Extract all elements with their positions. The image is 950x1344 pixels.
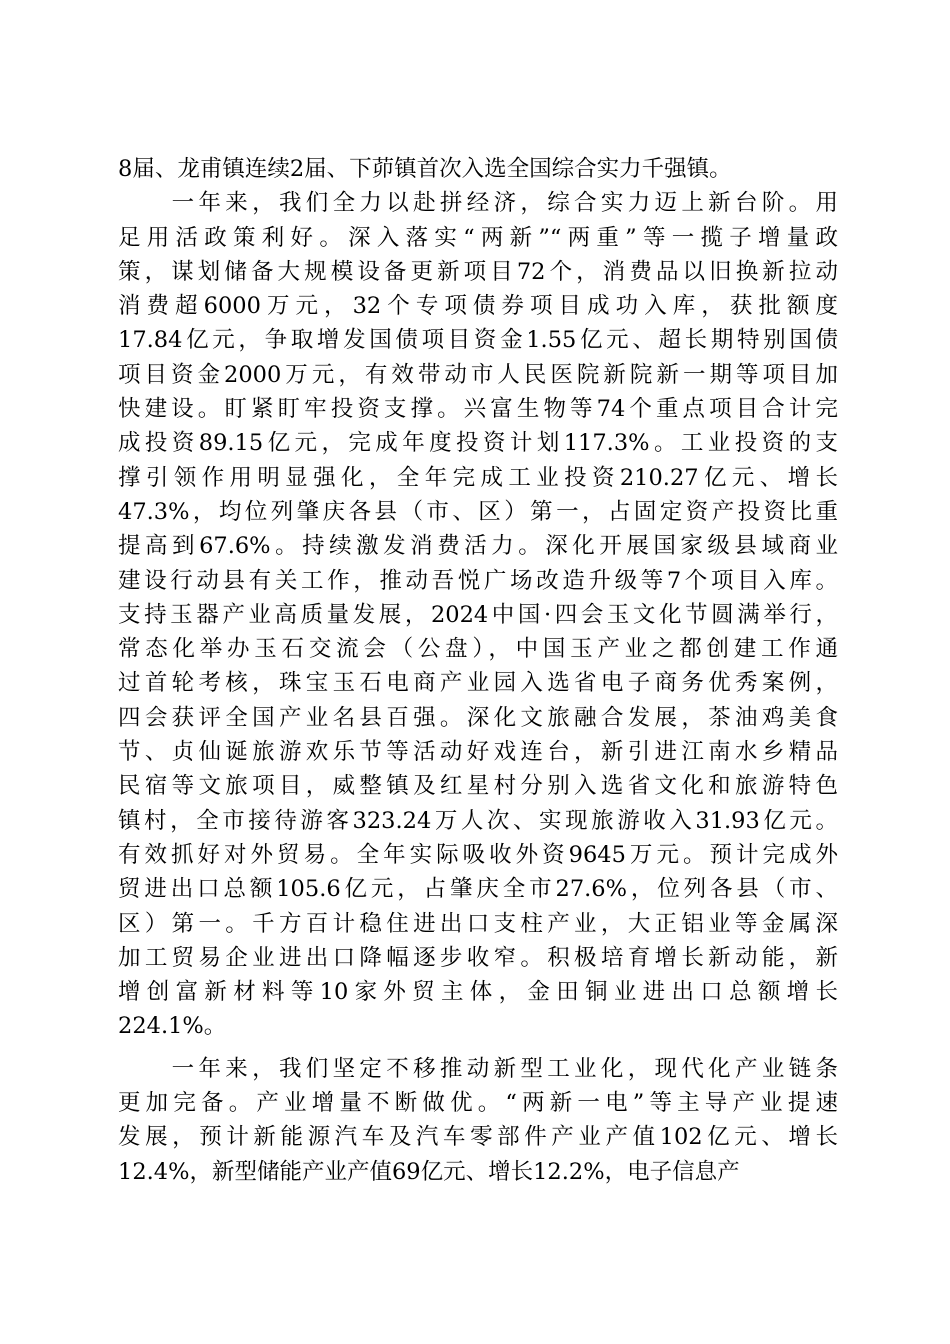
text-line: 一年来，我们全力以赴拼经济，综合实力迈上新台阶。用 [118, 190, 838, 217]
text-line: 撑引领作用明显强化，全年完成工业投资210.27亿元、增长 [118, 464, 838, 491]
text-line: 建设行动县有关工作，推动吾悦广场改造升级等7个项目入库。 [118, 567, 838, 594]
text-line: 有效抓好对外贸易。全年实际吸收外资9645万元。预计完成外 [118, 841, 838, 868]
paragraph [118, 186, 838, 1043]
text-line: 区）第一。千方百计稳住进出口支柱产业，大正铝业等金属深 [118, 910, 838, 937]
text-line: 节、贞仙诞旅游欢乐节等活动好戏连台，新引进江南水乡精品 [118, 739, 838, 766]
text-line: 成投资89.15亿元，完成年度投资计划117.3%。工业投资的支 [118, 430, 838, 457]
text-line: 提高到67.6%。持续激发消费活力。深化开展国家级县域商业 [118, 533, 838, 560]
text-line: 224.1%。 [118, 1013, 227, 1040]
paragraph [118, 152, 838, 186]
text-line: 47.3%，均位列肇庆各县（市、区）第一，占固定资产投资比重 [118, 498, 838, 525]
text-line: 增创富新材料等10家外贸主体，金田铜业进出口总额增长 [118, 979, 838, 1006]
paragraph [118, 1052, 838, 1189]
text-line: 项目资金2000万元，有效带动市人民医院新院新一期等项目加 [118, 361, 838, 388]
text-line: 8届、龙甫镇连续2届、下茆镇首次入选全国综合实力千强镇。 [118, 156, 732, 182]
text-line: 发展，预计新能源汽车及汽车零部件产业产值102亿元、增长 [118, 1124, 838, 1151]
text-line: 更加完备。产业增量不断做优。“两新一电”等主导产业提速 [118, 1090, 838, 1117]
text-line: 12.4%，新型储能产业产值69亿元、增长12.2%，电子信息产 [118, 1158, 740, 1185]
text-line: 镇村，全市接待游客323.24万人次、实现旅游收入31.93亿元。 [118, 807, 838, 834]
body-text [118, 152, 838, 1189]
text-line: 足用活政策利好。深入落实“两新”“两重”等一揽子增量政 [118, 224, 838, 251]
text-line: 过首轮考核，珠宝玉石电商产业园入选省电子商务优秀案例， [118, 670, 838, 697]
text-line: 常态化举办玉石交流会（公盘），中国玉产业之都创建工作通 [118, 636, 838, 663]
text-line: 加工贸易企业进出口降幅逐步收窄。积极培育增长新动能，新 [118, 944, 838, 971]
text-line: 支持玉器产业高质量发展，2024中国·四会玉文化节圆满举行， [118, 601, 838, 628]
text-line: 消费超6000万元，32个专项债券项目成功入库，获批额度 [118, 293, 838, 320]
text-line: 四会获评全国产业名县百强。深化文旅融合发展，茶油鸡美食 [118, 704, 838, 731]
text-line: 一年来，我们坚定不移推动新型工业化，现代化产业链条 [118, 1055, 838, 1082]
text-line: 民宿等文旅项目，威整镇及红星村分别入选省文化和旅游特色 [118, 773, 838, 800]
text-line: 17.84亿元，争取增发国债项目资金1.55亿元、超长期特别国债 [118, 327, 838, 354]
text-line: 策，谋划储备大规模设备更新项目72个，消费品以旧换新拉动 [118, 258, 838, 285]
text-line: 贸进出口总额105.6亿元，占肇庆全市27.6%，位列各县（市、 [118, 876, 838, 903]
paragraph-gap [118, 1044, 838, 1052]
text-line: 快建设。盯紧盯牢投资支撑。兴富生物等74个重点项目合计完 [118, 396, 838, 423]
